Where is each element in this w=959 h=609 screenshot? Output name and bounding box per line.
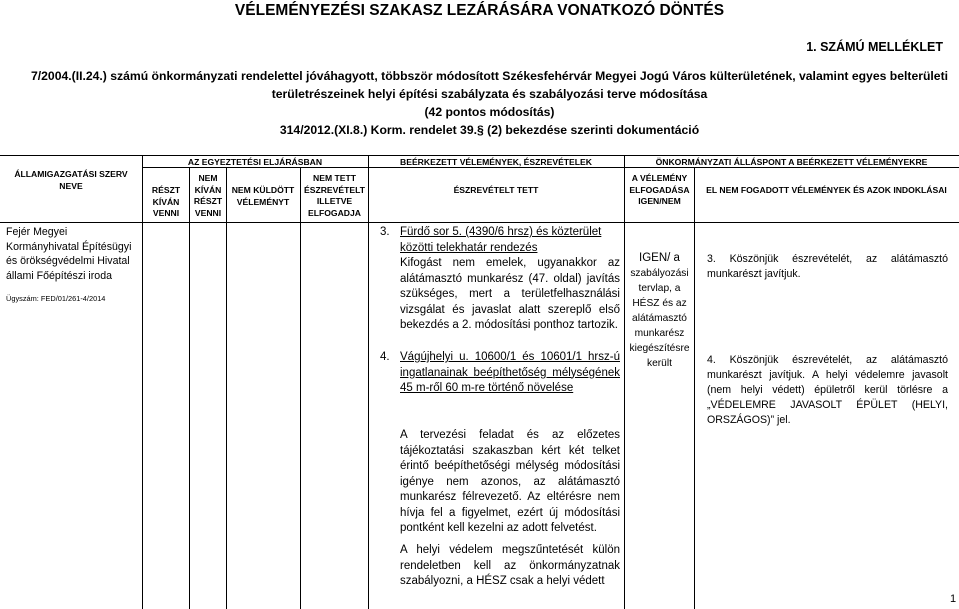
col-header-agency: ÁLLAMIGAZGATÁSI SZERV NEVE <box>14 169 128 191</box>
col-header-el-nem: EL NEM FOGADOTT VÉLEMÉNYEK ÉS AZOK INDOKLÁSAI <box>706 185 947 195</box>
page-number: 1 <box>950 593 957 605</box>
item-4-title: Vágújhelyi u. 10600/1 és 10601/1 hrsz-ú ingatlanainak beépíthetőség mélységének 45 m-ről 60 m-re történő növelése <box>400 351 620 394</box>
header-line-3: (42 pontos módosítás) <box>424 105 555 119</box>
response-4: 4. Köszönjük észrevételét, az alátámasztó munkarészt javítjuk. A helyi védelemre javasolt (nem helyi védett) épületről kerül törlésre a „VÉDELEMRE JAVASOLT ÉPÜLET (HELYI, ORSZÁGOS)” jel. <box>707 354 948 426</box>
col-header-nem-kivan: NEM KÍVÁN RÉSZT VENNI <box>193 173 223 218</box>
document-title: VÉLEMÉNYEZÉSI SZAKASZ LEZÁRÁSÁRA VONATKOZÓ DÖNTÉS <box>234 2 725 19</box>
annex-label: 1. SZÁMÚ MELLÉKLET <box>806 40 943 54</box>
acceptance-decision: IGEN/ a <box>639 252 680 264</box>
header-line-2: területrészeinek helyi építési szabályzata és szabályozási terve módosítása <box>271 87 708 101</box>
item-4-body-2: A helyi védelem megszűntetését külön rendeletben kell az önkormányzatnak szabályozni, a HÉSZ csak a helyi védett <box>400 544 620 587</box>
item-3-title: Fürdő sor 5. (4390/6 hrsz) és közterület közötti telekhatár rendezés <box>400 226 602 254</box>
item-3-body: Kifogást nem emelek, ugyanakkor az alátámasztó munkarész (47. oldal) javítás szükséges, mert a területfelhasználási vizsgálat és javaslat alatt szereplő első bekezdés a 2. módosítási ponthoz tartozik. <box>400 257 620 331</box>
col-header-elfogadasa: A VÉLEMÉNY ELFOGADÁSA IGEN/NEM <box>629 173 690 206</box>
col-header-nem-kuldott: NEM KÜLDÖTT VÉLEMÉNYT <box>231 185 295 207</box>
col-header-nem-tett: NEM TETT ÉSZREVÉTELT ILLETVE ELFOGADJA <box>304 173 365 218</box>
col-header-reszt-kivan: RÉSZT KÍVÁN VENNI <box>151 185 181 218</box>
response-3: 3. Köszönjük észrevételét, az alátámasztó munkarészt javítjuk. <box>707 253 948 280</box>
acceptance-note: szabályozási tervlap, a HÉSZ és az alátámasztó munkarész kiegészítésre került <box>629 268 690 369</box>
group-header-early: AZ EGYEZTETÉSI ELJÁRÁSBAN <box>187 157 323 167</box>
header-line-1: 7/2004.(II.24.) számú önkormányzati rendelettel jóváhagyott, többször módosított Székesfehérvár Megyei Jogú Város külterületének, valamint egyes belterületi <box>30 69 949 83</box>
group-header-received: BEÉRKEZETT VÉLEMÉNYEK, ÉSZREVÉTELEK <box>400 157 592 167</box>
header-line-4: 314/2012.(XI.8.) Korm. rendelet 39.§ (2) bekezdése szerinti dokumentáció <box>279 123 700 137</box>
item-4-body-1: A tervezési feladat és az előzetes tájékoztatási szakaszban kért két telket érintő beépíthetőségi mélység módosítási igénye nem azonos, az alátámasztó munkarész félrevezető. Az eltérésre nem hívja fel a figyelmet, ezért új módosítási pontként kell kezelni az adott felvetést. <box>400 429 620 534</box>
group-header-position: ÖNKORMÁNYZATI ÁLLÁSPONT A BEÉRKEZETT VÉLEMÉNYEKRE <box>655 157 928 167</box>
acceptance-cell <box>625 250 694 371</box>
agency-reference: Ügyszám: FED/01/261-4/2014 <box>6 294 106 303</box>
item-4-number: 4. <box>380 351 390 363</box>
agency-name: Fejér Megyei Kormányhivatal Építésügyi és örökségvédelmi Hivatal állami Főépítészi iroda <box>6 226 132 282</box>
item-3-number: 3. <box>380 226 390 238</box>
col-header-eszrevetelt: ÉSZREVÉTELT TETT <box>453 185 539 195</box>
